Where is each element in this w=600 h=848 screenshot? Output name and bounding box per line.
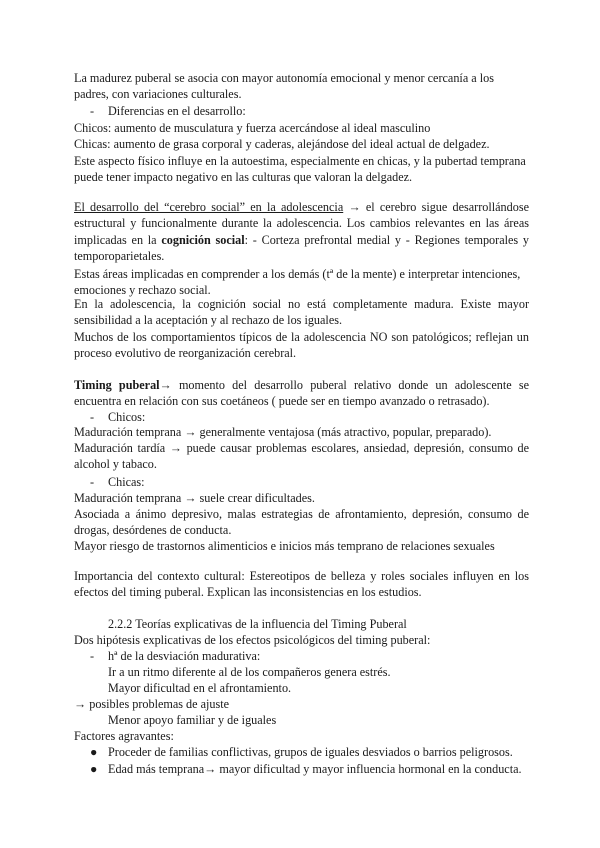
paragraph-madurez: La madurez puberal se asocia con mayor autonomía emocional y menor cercanía a los padres, con variaciones culturales. (74, 71, 494, 102)
list-item-label: Chicos: (108, 410, 146, 424)
bullet-icon: ● (90, 762, 98, 776)
bullet-item (90, 744, 545, 760)
list-item-hipotesis (90, 648, 545, 664)
line-mt-chicas: Maduración temprana → suele crear dificultades. (74, 491, 315, 505)
list-item-label: Diferencias en el desarrollo: (108, 104, 246, 118)
paragraph-muchos: Muchos de los comportamientos típicos de la adolescencia NO son patológicos; reflejan un proceso evolutivo de reorganización cerebral. (74, 330, 529, 361)
dash-marker: - (90, 649, 95, 663)
line-mt-chicos: Maduración temprana → generalmente ventajosa (más atractivo, popular, preparado). (74, 425, 492, 439)
line-ritmo: Ir a un ritmo diferente al de los compañeros genera estrés. (108, 665, 391, 679)
line-chicos: Chicos: aumento de musculatura y fuerza acercándose al ideal masculino (74, 121, 431, 135)
line-menor-apoyo: Menor apoyo familiar y de iguales (108, 713, 277, 727)
dash-marker: - (90, 410, 95, 424)
list-item-chicos (90, 409, 545, 425)
paragraph-autoestima: Este aspecto físico influye en la autoestima, especialmente en chicas, y la pubertad temprana puede tener impacto negativo en las culturas que valoran la delgadez. (74, 154, 526, 185)
list-item-label: Chicas: (108, 475, 145, 489)
line-dos-hipotesis: Dos hipótesis explicativas de los efectos psicológicos del timing puberal: (74, 633, 431, 647)
paragraph-timing (74, 377, 529, 410)
line-mayor-dificultad: Mayor dificultad en el afrontamiento. (108, 681, 292, 695)
bullet-item (90, 761, 545, 777)
bullet-icon: ● (90, 745, 98, 759)
paragraph-cerebro-social (74, 199, 529, 265)
paragraph-adolescencia: En la adolescencia, la cognición social no está completamente madura. Existe mayor sensibilidad a la aceptación y al rechazo de los iguales. (74, 297, 529, 328)
line-chicas: Chicas: aumento de grasa corporal y caderas, alejándose del ideal actual de delgadez. (74, 137, 490, 151)
list-item-chicas (90, 474, 545, 490)
line-asociada: Asociada a ánimo depresivo, malas estrategias de afrontamiento, depresión, consumo de drogas, desórdenes de conducta. (74, 507, 529, 538)
line-riesgo: Mayor riesgo de trastornos alimenticios e inicios más temprano de relaciones sexuales (74, 539, 495, 553)
bullet-text: Edad más temprana→ mayor dificultad y mayor influencia hormonal en la conducta. (108, 762, 522, 776)
line-mtar-chicos: Maduración tardía → puede causar problemas escolares, ansiedad, depresión, consumo de alcohol y tabaco. (74, 441, 529, 472)
line-factores: Factores agravantes: (74, 729, 174, 743)
section-heading: 2.2.2 Teorías explicativas de la influencia del Timing Puberal (108, 617, 407, 631)
text-cerebro-rest: → el cerebro sigue desarrollándose estructural y funcionalmente durante la adolescencia. Los cambios relevantes en las áreas implicadas en la (74, 200, 529, 247)
list-item-label: hª de la desviación madurativa: (108, 649, 261, 663)
dash-marker: - (90, 104, 95, 118)
dash-marker: - (90, 475, 95, 489)
term-cognicion-social: cognición social (161, 232, 245, 247)
paragraph-importancia: Importancia del contexto cultural: Estereotipos de belleza y roles sociales influyen en los efectos del timing puberal. Explican las inconsistencias en los estudios. (74, 569, 529, 600)
text-timing-rest: → momento del desarrollo puberal relativo donde un adolescente se encuentra en relación con sus coetáneos ( puede ser en tiempo avanzado o retrasado). (74, 378, 529, 409)
term-timing-puberal: Timing puberal (74, 378, 160, 392)
text-cerebro-end: : - Corteza prefrontal medial y - Regiones temporales y temporoparietales. (74, 232, 529, 264)
bullet-text: Proceder de familias conflictivas, grupos de iguales desviados o barrios peligrosos. (108, 745, 513, 759)
paragraph-areas: Estas áreas implicadas en comprender a los demás (tª de la mente) e interpretar intenciones, emociones y rechazo social. (74, 267, 521, 298)
list-item-diferencias (90, 103, 545, 119)
line-posibles-problemas: → posibles problemas de ajuste (74, 697, 230, 711)
heading-cerebro-social: El desarrollo del “cerebro social” en la adolescencia (74, 200, 344, 214)
